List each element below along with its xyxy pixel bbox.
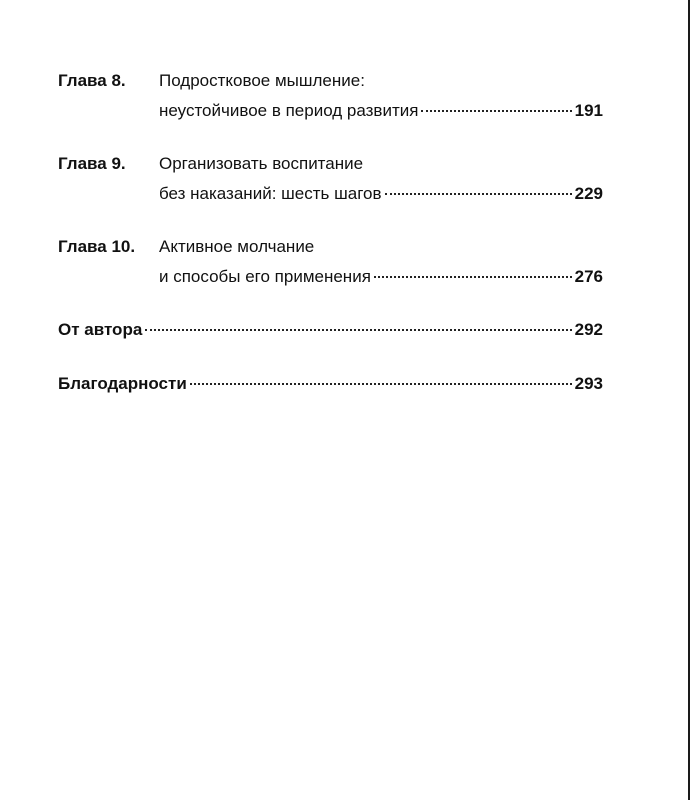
section-title: Благодарности xyxy=(58,374,187,393)
dot-leader xyxy=(145,329,571,331)
dot-leader xyxy=(190,383,572,385)
page-number: 293 xyxy=(574,374,603,393)
chapter-title xyxy=(159,149,603,209)
chapter-label: Глава 10. xyxy=(58,237,136,256)
chapter-title-line-2 xyxy=(159,262,603,292)
chapter-title-line-1: Подростковое мышление: xyxy=(159,71,365,90)
chapter-title-line-2 xyxy=(159,96,603,126)
chapter-label: Глава 9. xyxy=(58,154,126,173)
toc-entry-from-author xyxy=(58,315,603,345)
chapter-title-line-2-text: и способы его применения xyxy=(159,267,371,286)
page-number: 292 xyxy=(574,320,603,339)
chapter-title-line-2-text: без наказаний: шесть шагов xyxy=(159,184,382,203)
page-number: 229 xyxy=(574,184,603,203)
chapter-title-line-2-text: неустойчивое в период развития xyxy=(159,101,419,120)
chapter-title-line-1: Активное молчание xyxy=(159,237,315,256)
dot-leader xyxy=(385,193,572,195)
chapter-title-line-1: Организовать воспитание xyxy=(159,154,364,173)
toc-entry-chapter-10 xyxy=(58,232,603,292)
dot-leader xyxy=(421,110,571,112)
page-number: 276 xyxy=(574,267,603,286)
table-of-contents xyxy=(58,66,603,399)
chapter-title-line-2 xyxy=(159,179,603,209)
page-number: 191 xyxy=(574,101,603,120)
chapter-label: Глава 8. xyxy=(58,71,126,90)
chapter-title xyxy=(159,66,603,126)
dot-leader xyxy=(374,276,572,278)
section-title: От автора xyxy=(58,320,143,339)
toc-entry-chapter-9 xyxy=(58,149,603,209)
chapter-title xyxy=(159,232,603,292)
toc-entry-chapter-8 xyxy=(58,66,603,126)
toc-entry-acknowledgements xyxy=(58,369,603,399)
